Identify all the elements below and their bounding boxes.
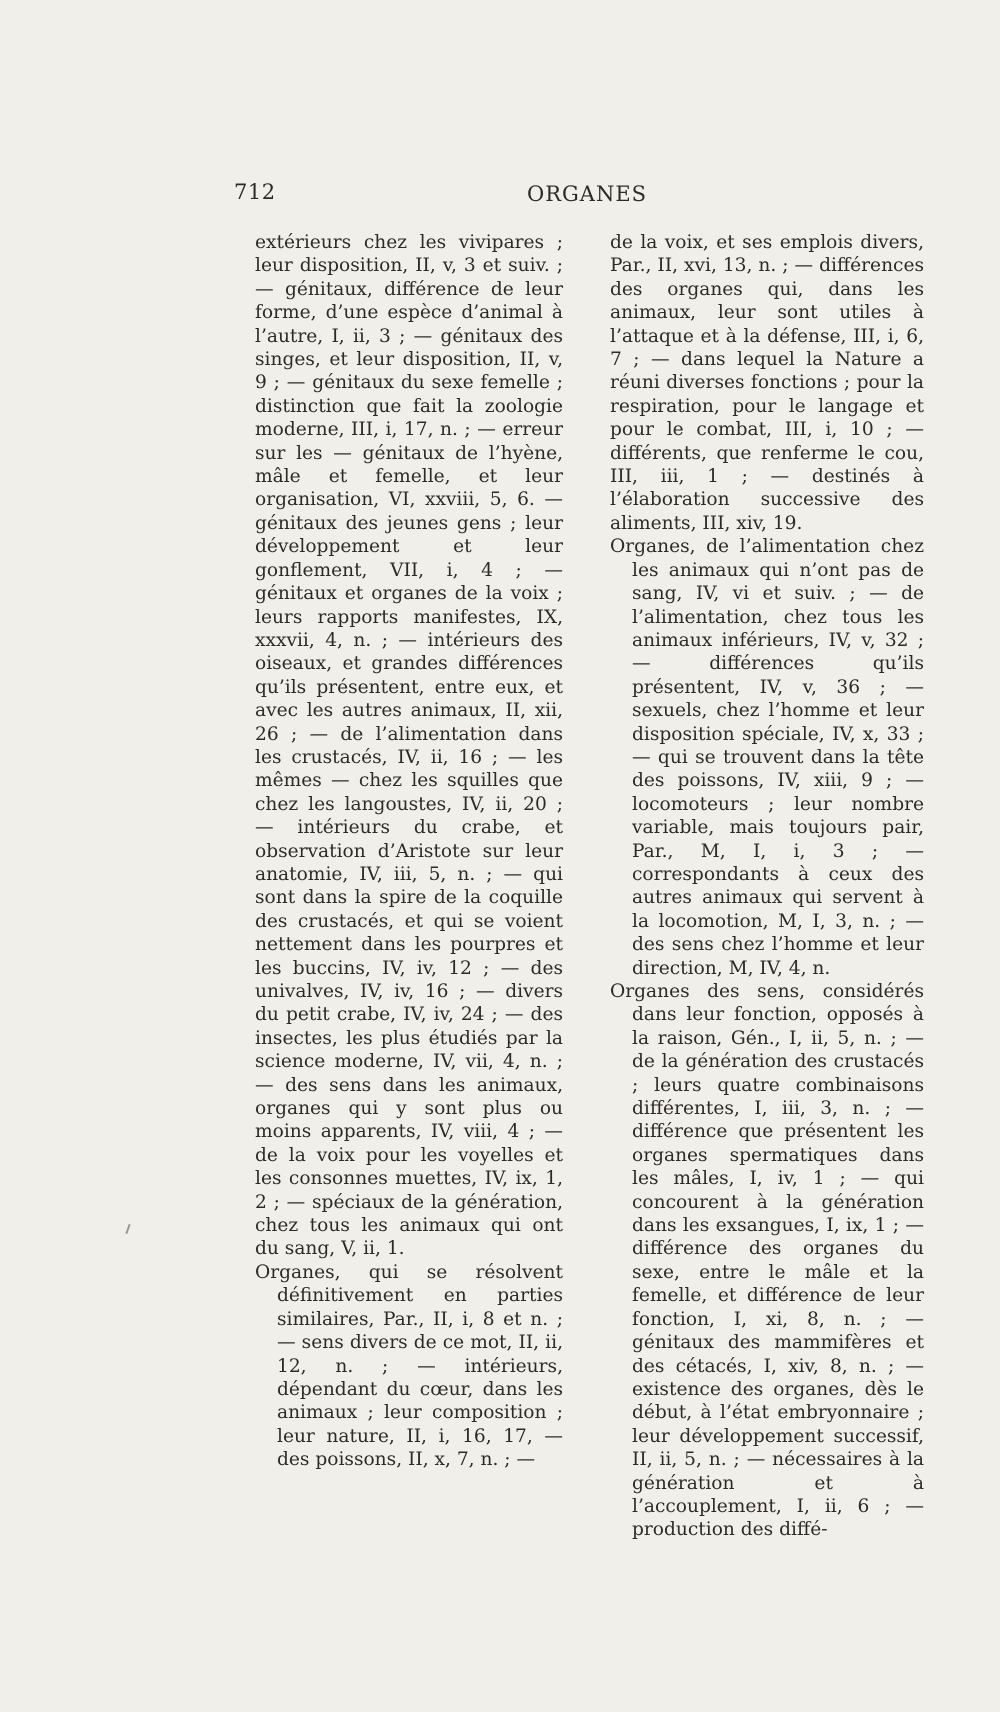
margin-mark: [125, 1224, 130, 1234]
running-head: ORGANES: [527, 182, 648, 206]
right-column: [610, 231, 924, 1542]
index-entry-organes: Organes, qui se résolvent définitivement en parties similaires, Par., II, i, 8 et n. ; — sens divers de ce mot, II, ii, 12, n. ; — intérieurs, dépendant du cœur, dans les animaux ; leur composition ; leur nature, II, i, 16, 17, — des poissons, II, x, 7, n. ; —: [255, 1261, 563, 1471]
page-number: 712: [234, 180, 276, 204]
index-entry-organes-alimentation: Organes, de l’alimentation chez les animaux qui n’ont pas de sang, IV, vi et suiv. ; — de l’alimentation, chez tous les animaux inférieurs, IV, v, 32 ; — différences qu’ils présentent, IV, v, 36 ; — sexuels, chez l’homme et leur disposition spéciale, IV, x, 33 ; — qui se trouvent dans la tête des poissons, IV, xiii, 9 ; — locomoteurs ; leur nombre variable, mais toujours pair, Par., M, I, i, 3 ; — correspondants à ceux des autres animaux qui servent à la locomotion, M, I, 3, n. ; — des sens chez l’homme et leur direction, M, IV, 4, n.: [610, 536, 924, 979]
left-column: [255, 231, 563, 1472]
index-entry-organes-sens: Organes des sens, considérés dans leur fonction, opposés à la raison, Gén., I, ii, 5, n. ; — de la génération des crustacés ; leurs quatre combinaisons différentes, I, iii, 3, n. ; — différence que présentent les organes spermatiques dans les mâles, I, iv, 1 ; — qui concourent à la génération dans les exsangues, I, ix, 1 ; — différence des organes du sexe, entre le mâle et la femelle, et différence de leur fonction, I, xi, 8, n. ; — génitaux des mammifères et des cétacés, I, xiv, 8, n. ; — existence des organes, dès le début, à l’état embryonnaire ; leur développement successif, II, ii, 5, n. ; — nécessaires à la génération et à l’accouplement, I, ii, 6 ; — production des diffé-: [610, 981, 924, 1541]
index-entry-continued: de la voix, et ses emplois divers, Par., II, xvi, 13, n. ; — différences des organes qui, dans les animaux, leur sont utiles à l’attaque et à la défense, III, i, 6, 7 ; — dans lequel la Nature a réuni diverses fonctions ; pour la respiration, pour le langage et pour le combat, III, i, 10 ; — différents, que renferme le cou, III, iii, 1 ; — destinés à l’élaboration successive des aliments, III, xiv, 19.: [610, 232, 924, 534]
index-entry-continued: extérieurs chez les vivipares ; leur disposition, II, v, 3 et suiv. ; — génitaux, différence de leur forme, d’une espèce d’animal à l’autre, I, ii, 3 ; — génitaux des singes, et leur disposition, II, v, 9 ; — génitaux du sexe femelle ; distinction que fait la zoologie moderne, III, i, 17, n. ; — erreur sur les — génitaux de l’hyène, mâle et femelle, et leur organisation, VI, xxviii, 5, 6. — génitaux des jeunes gens ; leur développement et leur gonflement, VII, i, 4 ; — génitaux et organes de la voix ; leurs rapports manifestes, IX, xxxvii, 4, n. ; — intérieurs des oiseaux, et grandes différences qu’ils présentent, entre eux, et avec les autres animaux, II, xii, 26 ; — de l’alimentation dans les crustacés, IV, ii, 16 ; — les mêmes — chez les squilles que chez les langoustes, IV, ii, 20 ; — intérieurs du crabe, et observation d’Aristote sur leur anatomie, IV, iii, 5, n. ; — qui sont dans la spire de la coquille des crustacés, et qui se voient nettement dans les pourpres et les buccins, IV, iv, 12 ; — des univalves, IV, iv, 16 ; — divers du petit crabe, IV, iv, 24 ; — des insectes, les plus étudiés par la science moderne, IV, vii, 4, n. ; — des sens dans les animaux, organes qui y sont plus ou moins apparents, IV, viii, 4 ; — de la voix pour les voyelles et les consonnes muettes, IV, ix, 1, 2 ; — spéciaux de la génération, chez tous les animaux qui ont du sang, V, ii, 1.: [255, 232, 563, 1260]
